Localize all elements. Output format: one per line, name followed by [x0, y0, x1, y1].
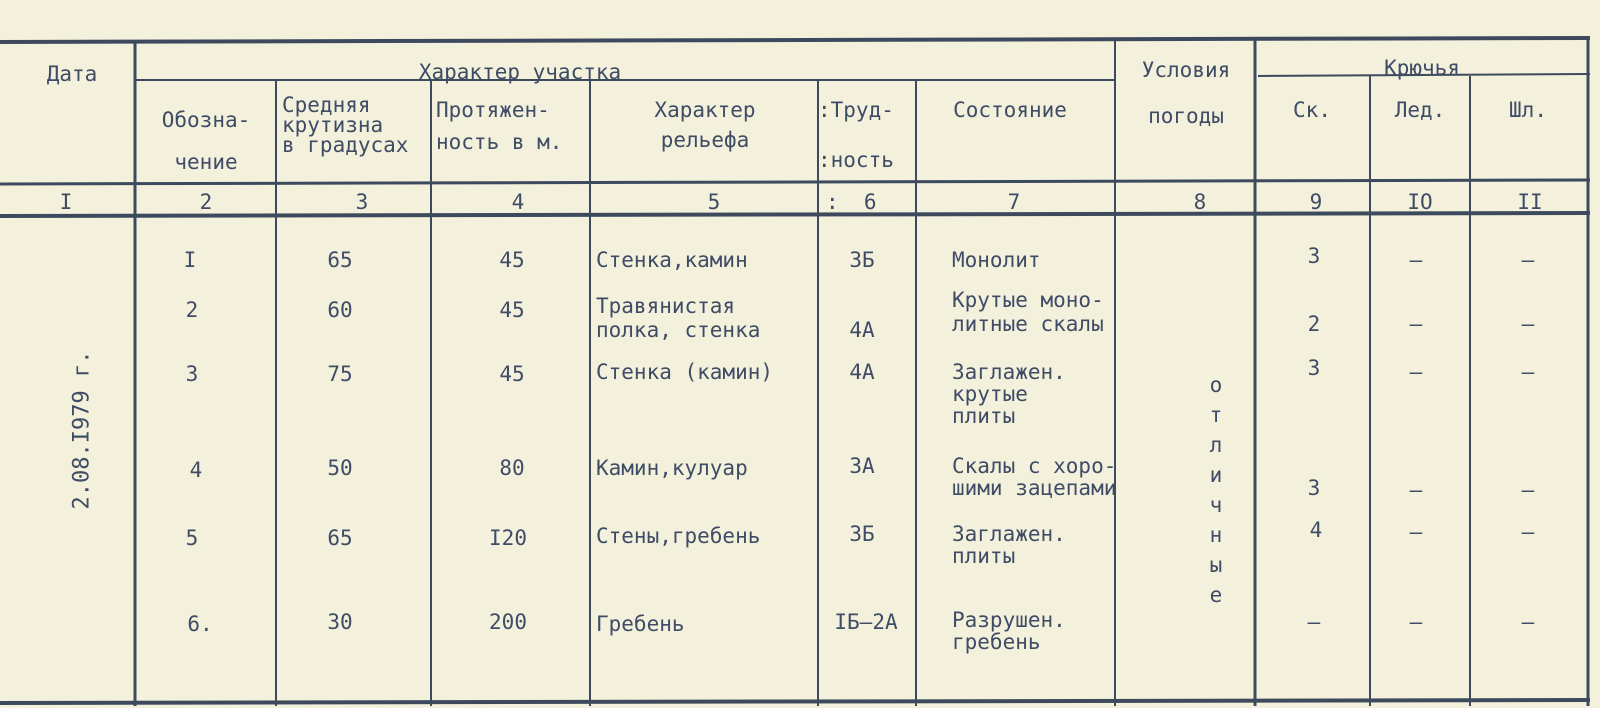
- column-number: I: [59, 190, 73, 214]
- row-condition: Крутые моно-: [952, 288, 1104, 312]
- row-difficulty: 3Б: [849, 248, 875, 272]
- row-steepness: 30: [327, 610, 353, 634]
- row-length: I20: [489, 526, 527, 550]
- header-weather-line1: Условия: [1141, 58, 1231, 82]
- weather-letter: т: [1209, 403, 1223, 427]
- header-steepness-line2: крутизна: [282, 113, 384, 137]
- column-number: 2: [199, 190, 213, 214]
- row-condition: литные скалы: [952, 312, 1104, 336]
- header-date: Дата: [46, 62, 98, 86]
- header-designation-line1: Обозна-: [161, 108, 251, 132]
- row-difficulty: 4А: [849, 360, 875, 384]
- column-number: IO: [1407, 190, 1433, 214]
- row-hooks-ice: –: [1409, 520, 1423, 544]
- row-condition: гребень: [952, 630, 1041, 654]
- header-hooks-bolt: Шл.: [1509, 98, 1547, 122]
- row-number: 3: [185, 362, 199, 386]
- row-hooks-ice: –: [1409, 478, 1423, 502]
- row-hooks-ice: –: [1409, 360, 1423, 384]
- column-number: 7: [1007, 190, 1021, 214]
- date-value: 2.08.I979 г.: [69, 350, 95, 510]
- row-difficulty: 4А: [849, 318, 875, 342]
- row-number: I: [183, 248, 197, 272]
- column-number: II: [1517, 190, 1543, 214]
- row-relief: Камин,кулуар: [596, 456, 748, 480]
- header-length-line2: ность в м.: [436, 130, 563, 154]
- row-difficulty: 3А: [849, 454, 875, 478]
- row-length: 45: [499, 298, 525, 322]
- row-hooks-bolt: –: [1521, 520, 1535, 544]
- row-condition: Разрушен.: [952, 608, 1066, 632]
- row-condition: крутые: [952, 382, 1028, 406]
- row-hooks-rock: 3: [1307, 476, 1321, 500]
- row-number: 5: [185, 526, 199, 550]
- row-hooks-bolt: –: [1521, 360, 1535, 384]
- row-condition: Заглажен.: [952, 360, 1066, 384]
- row-condition: Скалы с хоро-: [952, 454, 1117, 478]
- header-section-character: Характер участка: [418, 60, 622, 84]
- row-steepness: 60: [327, 298, 353, 322]
- header-hooks: Крючья: [1384, 56, 1460, 80]
- row-length: 45: [499, 248, 525, 272]
- row-relief: Гребень: [596, 612, 685, 636]
- row-hooks-ice: –: [1409, 610, 1423, 634]
- column-number: 5: [707, 190, 721, 214]
- row-condition: Монолит: [952, 248, 1041, 272]
- header-designation-line2: чение: [174, 150, 238, 174]
- row-hooks-bolt: –: [1521, 610, 1535, 634]
- row-hooks-rock: 2: [1307, 312, 1321, 336]
- row-hooks-ice: –: [1409, 312, 1423, 336]
- row-number: 2: [185, 298, 199, 322]
- header-hooks-ice: Лед.: [1394, 98, 1446, 122]
- column-number: 4: [511, 190, 525, 214]
- row-relief: Травянистая: [596, 294, 736, 318]
- row-number: 6.: [187, 612, 213, 636]
- header-relief-line2: рельефа: [660, 128, 750, 152]
- row-condition: шими зацепами: [952, 476, 1117, 500]
- row-steepness: 75: [327, 362, 353, 386]
- row-hooks-rock: 3: [1307, 244, 1321, 268]
- row-difficulty: 3Б: [849, 522, 875, 546]
- row-condition: Заглажен.: [952, 522, 1066, 546]
- weather-letter: е: [1209, 583, 1223, 607]
- row-difficulty: IБ–2А: [834, 610, 898, 634]
- row-steepness: 65: [327, 248, 353, 272]
- header-weather-line2: погоды: [1148, 104, 1224, 128]
- row-hooks-rock: –: [1307, 610, 1321, 634]
- row-length: 200: [489, 610, 527, 634]
- weather-letter: л: [1209, 433, 1223, 457]
- row-condition: плиты: [952, 544, 1016, 568]
- row-hooks-bolt: –: [1521, 248, 1535, 272]
- row-hooks-bolt: –: [1521, 478, 1535, 502]
- row-steepness: 50: [327, 456, 353, 480]
- row-number: 4: [189, 458, 203, 482]
- column-number: : 6: [826, 190, 877, 214]
- row-hooks-ice: –: [1409, 248, 1423, 272]
- weather-letter: ы: [1209, 553, 1223, 577]
- row-relief: Стенка (камин): [596, 360, 774, 384]
- header-difficulty-line1: :Труд-: [818, 98, 894, 122]
- header-relief-line1: Характер: [654, 98, 756, 122]
- weather-letter: н: [1209, 523, 1223, 547]
- column-number: 8: [1193, 190, 1207, 214]
- weather-letter: и: [1209, 463, 1223, 487]
- row-relief: Стенка,камин: [596, 248, 748, 272]
- weather-letter: о: [1209, 373, 1223, 397]
- column-number: 3: [355, 190, 369, 214]
- weather-letter: ч: [1209, 493, 1223, 517]
- row-hooks-rock: 4: [1309, 518, 1323, 542]
- header-difficulty-line2: :ность: [818, 148, 894, 172]
- row-steepness: 65: [327, 526, 353, 550]
- row-length: 45: [499, 362, 525, 386]
- row-length: 80: [499, 456, 525, 480]
- row-relief: Стены,гребень: [596, 524, 761, 548]
- header-hooks-rock: Ск.: [1293, 98, 1331, 122]
- column-number: 9: [1309, 190, 1323, 214]
- row-hooks-rock: 3: [1307, 356, 1321, 380]
- header-condition: Состояние: [953, 98, 1067, 122]
- header-length-line1: Протяжен-: [436, 98, 550, 122]
- row-relief: полка, стенка: [596, 318, 761, 342]
- header-steepness-line1: Средняя: [282, 93, 371, 117]
- weather-value: [1204, 370, 1228, 610]
- row-hooks-bolt: –: [1521, 312, 1535, 336]
- header-steepness-line3: в градусах: [282, 133, 409, 157]
- row-condition: плиты: [952, 404, 1016, 428]
